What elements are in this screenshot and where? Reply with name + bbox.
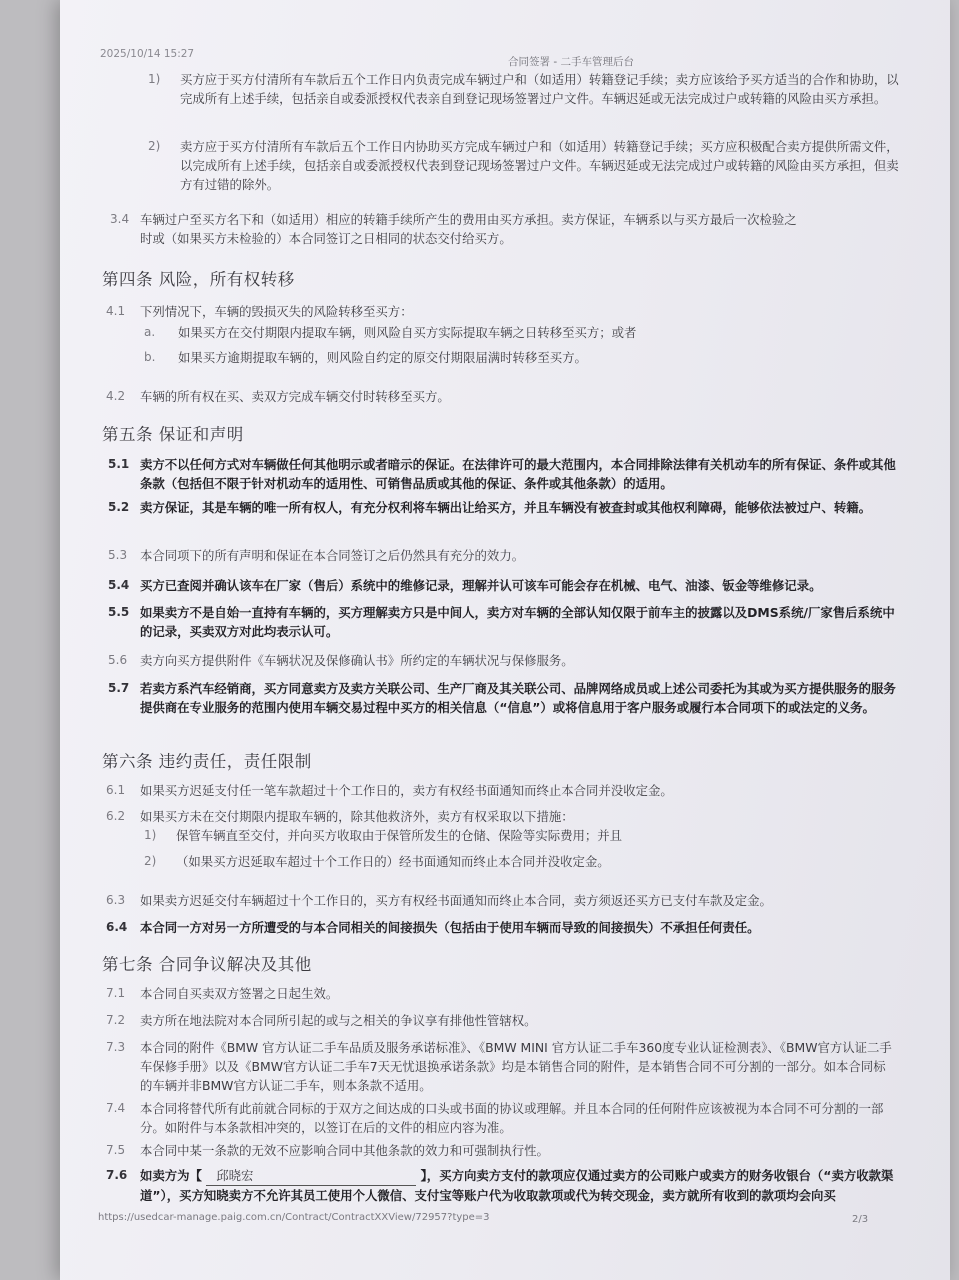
clause-text: 本合同项下的所有声明和保证在本合同签订之后仍然具有充分的效力。 — [140, 548, 525, 563]
clause-number: 2) — [148, 139, 161, 153]
clause-number: b. — [144, 350, 156, 364]
clause-text: 如果买方在交付期限内提取车辆，则风险自买方实际提取车辆之日转移至买方；或者 — [178, 325, 637, 340]
clause-text: 如果卖方不是自始一直持有车辆的，买方理解卖方只是中间人，卖方对车辆的全部认知仅限于前车主的披露以及DMS系统/厂家售后系统中的记录，买卖双方对此均表示认可。 — [140, 605, 895, 639]
clause-number: 2) — [144, 854, 157, 868]
clause-text: 卖方应于买方付清所有车款后五个工作日内协助买方完成车辆过户和（如适用）转籍登记手续；买方应积极配合卖方提供所需文件，以完成所有上述手续，包括亲自或委派授权代表到登记现场签署过户文件。车辆迟延或无法完成过户或转籍的风险由买方承担，但卖方有过错的除外。 — [180, 139, 899, 192]
clause-number: a. — [144, 325, 156, 339]
clause-text: 本合同将替代所有此前就合同标的于双方之间达成的口头或书面的协议或理解。并且本合同的任何附件应该被视为本合同不可分割的一部分。如附件与本条款相冲突的，以签订在后的文件的相应内容为准。 — [140, 1101, 884, 1135]
clause-number: 7.1 — [106, 986, 126, 1000]
clause-number: 7.4 — [106, 1101, 126, 1115]
clause-text: 本合同的附件《BMW 官方认证二手车品质及服务承诺标准》、《BMW MINI 官方认证二手车360度专业认证检测表》、《BMW官方认证二手车保修手册》以及《BMW官方认证二手车7天无忧退换承诺条款》均是本销售合同的附件，是本销售合同不可分割的一部分。如本合同标的车辆并非BMW官方认证二手车，则本条款不适用。 — [140, 1040, 892, 1093]
clause-text: 保管车辆直至交付，并向买方收取由于保管所发生的仓储、保险等实际费用；并且 — [176, 828, 623, 843]
clause-number: 4.2 — [106, 389, 126, 403]
article-6-heading: 第六条 违约责任，责任限制 — [102, 752, 312, 771]
clause-text: 本合同中某一条款的无效不应影响合同中其他条款的效力和可强制执行性。 — [140, 1143, 549, 1158]
clause-number: 5.5 — [108, 605, 130, 619]
clause-number: 1) — [148, 72, 161, 86]
clause-number: 7.2 — [106, 1013, 126, 1027]
clause-text: 本合同一方对另一方所遭受的与本合同相关的间接损失（包括由于使用车辆而导致的间接损失）不承担任何责任。 — [140, 920, 760, 935]
article-4-heading: 第四条 风险，所有权转移 — [102, 270, 295, 289]
clause-number: 7.3 — [106, 1040, 126, 1054]
clause-number: 7.5 — [106, 1143, 126, 1157]
clause-number: 5.4 — [108, 578, 130, 592]
clause-text: 买方已查阅并确认该车在厂家（售后）系统中的维修记录，理解并认可该车可能会存在机械、电气、油漆、钣金等维修记录。 — [140, 578, 822, 593]
page-url: https://usedcar-manage.paig.com.cn/Contract/ContractXXView/72957?type=3 — [98, 1212, 490, 1223]
clause-number: 6.3 — [106, 893, 126, 907]
clause-number: 6.1 — [106, 783, 126, 797]
clause-number: 7.6 — [106, 1168, 128, 1182]
contract-page — [60, 0, 950, 1280]
clause-text: 如果卖方迟延交付车辆超过十个工作日的，买方有权经书面通知而终止本合同，卖方须返还买方已支付车款及定金。 — [140, 893, 772, 908]
clause-text: 本合同自买卖双方签署之日起生效。 — [140, 986, 339, 1001]
article-7-heading: 第七条 合同争议解决及其他 — [102, 955, 312, 974]
clause-text: 卖方不以任何方式对车辆做任何其他明示或者暗示的保证。在法律许可的最大范围内，本合同排除法律有关机动车的所有保证、条件或其他条款（包括但不限于针对机动车的适用性、可销售品质或其他的保证、条件或其他条款）的适用。 — [140, 457, 896, 491]
clause-text — [140, 1166, 896, 1205]
clause-text-prefix: 如卖方为【 — [140, 1168, 202, 1183]
print-timestamp: 2025/10/14 15:27 — [100, 48, 195, 60]
clause-number: 6.2 — [106, 809, 126, 823]
clause-text: 卖方向买方提供附件《车辆状况及保修确认书》所约定的车辆状况与保修服务。 — [140, 653, 574, 668]
article-5-heading: 第五条 保证和声明 — [102, 425, 244, 444]
clause-number: 5.2 — [108, 500, 130, 514]
clause-text: 卖方所在地法院对本合同所引起的或与之相关的争议享有排他性管辖权。 — [140, 1013, 537, 1028]
clause-text: （如果买方迟延取车超过十个工作日的）经书面通知而终止本合同并没收定金。 — [176, 854, 610, 869]
clause-text: 车辆过户至买方名下和（如适用）相应的转籍手续所产生的费用由买方承担。卖方保证，车辆系以与买方最后一次检验之时或（如果买方未检验的）本合同签订之日相同的状态交付给买方。 — [140, 212, 797, 246]
page-number: 2/3 — [852, 1214, 869, 1225]
clause-text-suffix: 】，买方向卖方支付的款项应仅通过卖方的公司账户或卖方的财务收银台（“卖方收款渠道”），买方知晓卖方不允许其员工使用个人微信、支付宝等账户代为收取款项或代为转交现金，卖方就所有收到的款项均会向买 — [140, 1168, 894, 1203]
clause-number: 5.1 — [108, 457, 130, 471]
clause-number: 5.6 — [108, 653, 128, 667]
seller-name-field: 邱晓宏 — [206, 1166, 416, 1186]
clause-text: 如果买方迟延支付任一笔车款超过十个工作日的，卖方有权经书面通知而终止本合同并没收定金。 — [140, 783, 673, 798]
clause-number: 5.3 — [108, 548, 128, 562]
clause-number: 6.4 — [106, 920, 128, 934]
clause-text: 如果买方未在交付期限内提取车辆的，除其他救济外，卖方有权采取以下措施： — [140, 809, 574, 824]
clause-text: 车辆的所有权在买、卖双方完成车辆交付时转移至买方。 — [140, 389, 450, 404]
page-header-title: 合同签署 - 二手车管理后台 — [508, 56, 634, 68]
clause-text: 下列情况下，车辆的毁损灭失的风险转移至买方： — [140, 304, 413, 319]
clause-number: 4.1 — [106, 304, 126, 318]
clause-text: 卖方保证，其是车辆的唯一所有权人，有充分权利将车辆出让给买方，并且车辆没有被查封或其他权利障碍，能够依法被过户、转籍。 — [140, 500, 872, 515]
clause-text: 买方应于买方付清所有车款后五个工作日内负责完成车辆过户和（如适用）转籍登记手续；卖方应该给予买方适当的合作和协助，以完成所有上述手续，包括亲自或委派授权代表亲自到登记现场签署过户文件。车辆迟延或无法完成过户或转籍的风险由买方承担。 — [180, 72, 899, 106]
clause-text: 若卖方系汽车经销商，买方同意卖方及卖方关联公司、生产厂商及其关联公司、品牌网络成员或上述公司委托为其或为买方提供服务的服务提供商在专业服务的范围内使用车辆交易过程中买方的相关信息（“信息”）或将信息用于客户服务或履行本合同项下的或法定的义务。 — [140, 681, 896, 715]
clause-number: 1) — [144, 828, 157, 842]
clause-number: 5.7 — [108, 681, 130, 695]
clause-number: 3.4 — [110, 212, 130, 226]
clause-text: 如果买方逾期提取车辆的，则风险自约定的原交付期限届满时转移至买方。 — [178, 350, 587, 365]
